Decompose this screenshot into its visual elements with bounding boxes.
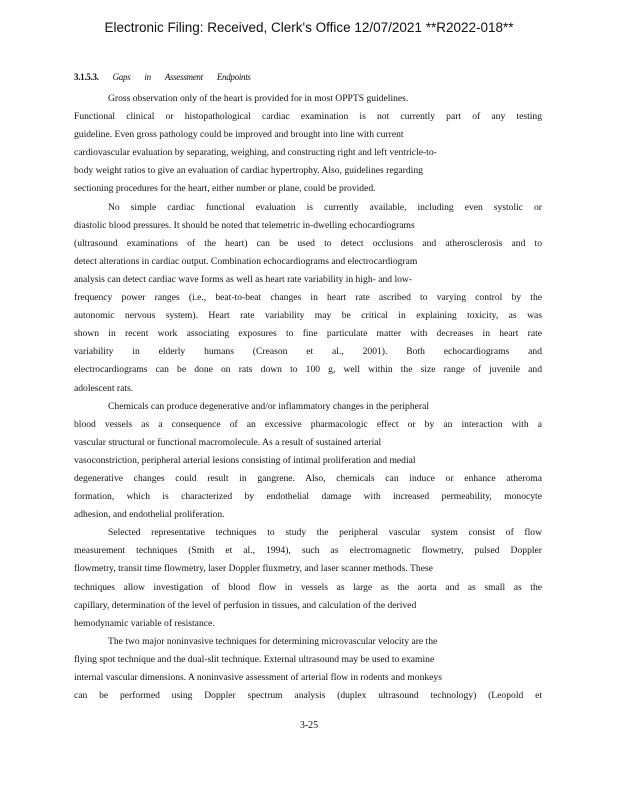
text-line: flying spot technique and the dual-slit technique. External ultrasound may be used to examine [74, 653, 435, 665]
text-line: body weight ratios to give an evaluation of cardiac hypertrophy. Also, guidelines regarding [74, 165, 423, 177]
text-line: Selected representative techniques to study the peripheral vascular system consist of flow [108, 527, 542, 539]
section-title-word: Assessment [164, 72, 203, 82]
text-line: capillary, determination of the level of perfusion in tissues, and calculation of the derived [74, 599, 417, 611]
text-line: can be performed using Doppler spectrum analysis (duplex ultrasound technology) (Leopold et [74, 690, 542, 702]
filing-stamp-header: Electronic Filing: Received, Clerk's Office 12/07/2021 **R2022-018** [104, 20, 514, 35]
text-line: degenerative changes could result in gangrene. Also, chemicals can induce or enhance atheroma [74, 472, 542, 484]
text-line: Functional clinical or histopathological cardiac examination is not currently part of any testing [74, 111, 542, 123]
text-line: frequency power ranges (i.e., beat-to-beat changes in heart rate ascribed to varying control by the [74, 292, 542, 304]
body-text [74, 90, 542, 705]
text-line: (ultrasound examinations of the heart) can be used to detect occlusions and atherosclerosis and to [74, 237, 542, 249]
section-title-word: in [144, 72, 151, 82]
text-line: adolescent rats. [74, 382, 134, 394]
text-line: formation, which is characterized by endothelial damage with increased permeability, monocyte [74, 491, 542, 503]
text-line: adhesion, and endothelial proliferation. [74, 509, 225, 521]
section-title-word: Gaps [112, 72, 131, 82]
text-line: electrocardiograms can be done on rats down to 100 g, well within the size range of juvenile and [74, 364, 542, 376]
text-line: cardiovascular evaluation by separating, weighing, and constructing right and left ventricle-to- [74, 147, 437, 159]
section-heading [74, 72, 251, 82]
text-line: autonomic nervous system). Heart rate variability may be critical in explaining toxicity, as was [74, 310, 542, 322]
text-line: measurement techniques (Smith et al., 1994), such as electromagnetic flowmetry, pulsed Doppler [74, 545, 542, 557]
text-line: techniques allow investigation of blood flow in vessels as large as the aorta and as small as the [74, 581, 542, 593]
text-line: variability in elderly humans (Creason et al., 2001). Both echocardiograms and [74, 346, 542, 358]
text-line: vascular structural or functional macromolecule. As a result of sustained arterial [74, 436, 382, 448]
text-line: shown in recent work associating exposures to fine particulate matter with decreases in heart rate [74, 328, 542, 340]
text-line: hemodynamic variable of resistance. [74, 617, 215, 629]
text-line: The two major noninvasive techniques for determining microvascular velocity are the [108, 635, 438, 647]
text-line: sectioning procedures for the heart, either number or plane, could be provided. [74, 183, 376, 195]
text-line: No simple cardiac functional evaluation is currently available, including even systolic or [108, 201, 542, 213]
text-line: Chemicals can produce degenerative and/or inflammatory changes in the peripheral [108, 400, 429, 412]
text-line: analysis can detect cardiac wave forms as well as heart rate variability in high- and low- [74, 273, 413, 285]
text-line: Gross observation only of the heart is provided for in most OPPTS guidelines. [108, 93, 409, 104]
text-line: guideline. Even gross pathology could be improved and brought into line with current [74, 129, 404, 141]
page-number: 3-25 [299, 720, 319, 731]
text-line: detect alterations in cardiac output. Combination echocardiograms and electrocardiogram [74, 255, 418, 267]
text-line: diastolic blood pressures. It should be noted that telemetric in-dwelling echocardiograms [74, 219, 415, 231]
text-line: internal vascular dimensions. A noninvasive assessment of arterial flow in rodents and monkeys [74, 672, 442, 683]
text-line: flowmetry, transit time flowmetry, laser Doppler fluxmetry, and laser scanner methods. These [74, 563, 433, 575]
text-line: blood vessels as a consequence of an excessive pharmacologic effect or by an interaction with a [74, 418, 542, 430]
section-title-word: Endpoints [216, 72, 251, 82]
section-number: 3.1.5.3. [74, 72, 99, 82]
text-line: vasoconstriction, peripheral arterial lesions consisting of intimal proliferation and medial [74, 454, 416, 466]
